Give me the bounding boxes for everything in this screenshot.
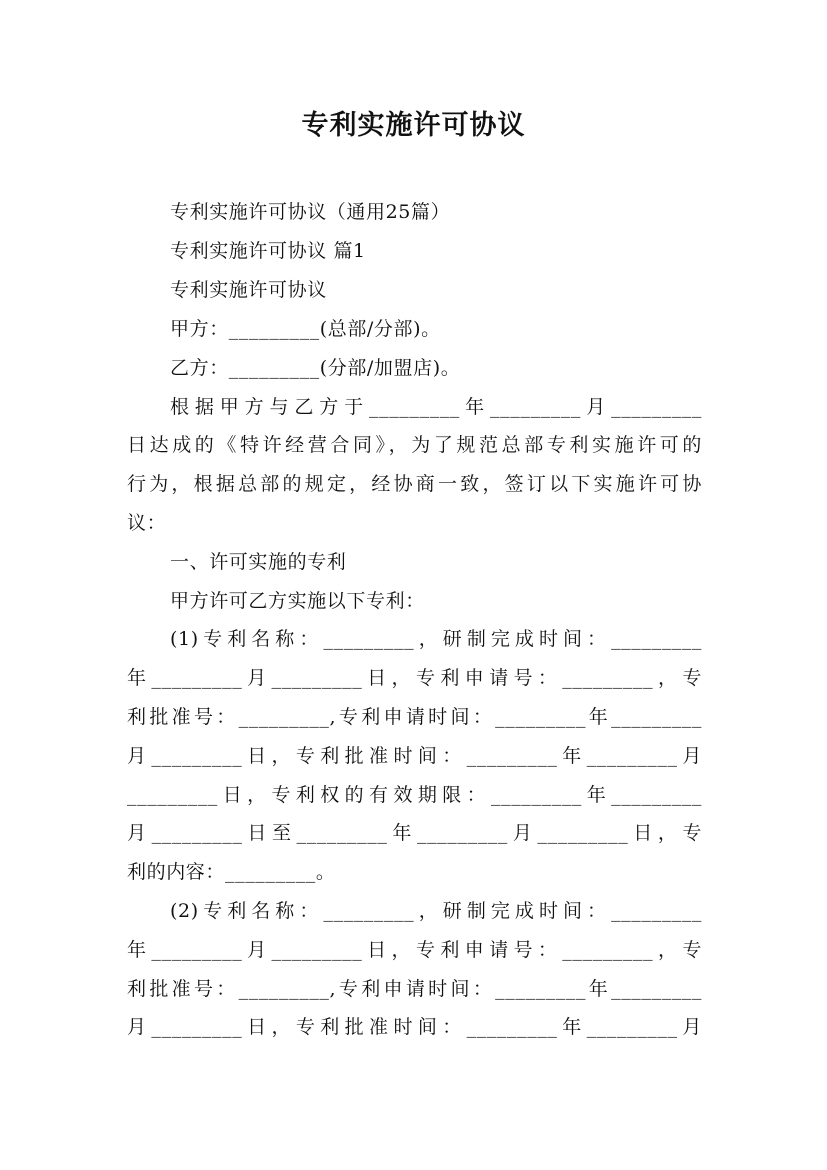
doc-line: 议： — [127, 512, 167, 534]
doc-line: 甲方：_________(总部/分部)。 — [170, 318, 441, 340]
doc-line: 专利实施许可协议 篇1 — [170, 240, 366, 262]
doc-line: 月_________日至_________年_________月_________日，专 — [127, 822, 702, 844]
doc-line: 日达成的《特许经营合同》，为了规范总部专利实施许可的 — [127, 434, 702, 456]
doc-line: 根据甲方与乙方于_________年_________月_________ — [170, 396, 702, 418]
doc-line: 乙方：_________(分部/加盟店)。 — [170, 357, 461, 379]
doc-line: 年_________月_________日，专利申请号：_________，专 — [127, 939, 702, 961]
doc-line: 利批准号：_________,专利申请时间：_________年_________ — [127, 978, 702, 1000]
doc-line: (2)专利名称：_________，研制完成时间：_________ — [170, 900, 702, 922]
doc-line: 专利实施许可协议 — [170, 279, 327, 301]
doc-line: 利的内容：_________。 — [127, 861, 336, 883]
doc-line: _________日，专利权的有效期限：_________年_________ — [127, 784, 702, 806]
doc-line: 月_________日，专利批准时间：_________年_________月 — [127, 745, 702, 767]
doc-line: 行为，根据总部的规定，经协商一致，签订以下实施许可协 — [127, 473, 702, 495]
doc-line: (1)专利名称：_________，研制完成时间：_________ — [170, 628, 702, 650]
section-heading: 一、许可实施的专利 — [170, 551, 347, 573]
doc-line: 利批准号：_________,专利申请时间：_________年_________ — [127, 706, 702, 728]
doc-line: 专利实施许可协议（通用25篇） — [170, 201, 451, 223]
doc-line: 甲方许可乙方实施以下专利： — [170, 590, 425, 612]
doc-line: 年_________月_________日，专利申请号：_________，专 — [127, 667, 702, 689]
doc-line: 月_________日，专利批准时间：_________年_________月 — [127, 1016, 702, 1038]
document-title: 专利实施许可协议 — [301, 110, 526, 141]
